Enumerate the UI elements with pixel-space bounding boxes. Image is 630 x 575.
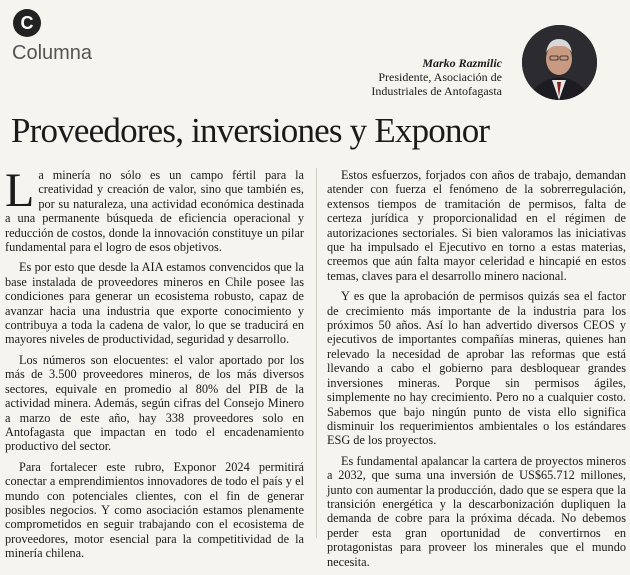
article-column-right [327,168,626,575]
article-paragraph: Estos esfuerzos, forjados con años de trabajo, demandan atender con fuerza el fenómeno de la sobrerregulación, extensos tiempos de tramitación de permisos, falta de certeza jurídica y proporcionalidad en el régimen de autorizaciones sectoriales. Si bien valoramos las iniciativas que ha impulsado el Ejecutivo en torno a estas materias, creemos que aún falta mayor celeridad e hincapié en estos temas, claves para el desarrollo minero nacional. [327,168,626,283]
column-badge: C [13,9,41,37]
author-role-line1: Presidente, Asociación de [378,70,502,84]
column-divider [316,168,317,538]
paragraph-text: a minería no sólo es un campo fértil para la creatividad y creación de valor, sino que también es, por su naturaleza, una actividad económica destinada a una permanente búsqueda de eficiencia operacional y reducción de costos, donde la innovación constituye un pilar fundamental para el logro de esos objetivos. [5,168,304,255]
article-paragraph: Para fortalecer este rubro, Exponor 2024 permitirá conectar a emprendimientos innovadores de todo el país y el mundo con potenciales clientes, con el fin de generar posibles negocios. Y como asociación estamos plenamente comprometidos en seguir trabajando con el ecosistema de proveedores, motor esencial para la competitividad de la minería chilena. [5,459,304,561]
author-photo [522,25,597,100]
article-paragraph: Es por esto que desde la AIA estamos convencidos que la base instalada de proveedores mineros en Chile posee las condiciones para generar un ecosistema robusto, capaz de avanzar hacia una industria que exporte conocimiento y contribuya a toda la cadena de valor, lo que se traducirá en mayores niveles de productividad, seguridad y desarrollo. [5,260,304,347]
article-paragraph [5,164,304,255]
author-block [371,56,502,98]
drop-cap: L [5,164,35,217]
article-paragraph: Y es que la aprobación de permisos quizás sea el factor de crecimiento más importante de la industria para los próximos 50 años. Así lo han advertido diversos CEOS y ejecutivos de importantes compañías mineras, quienes han relevado la necesidad de aprobar las reformas que está llevando a cabo el gobierno para desbloquear grandes inversiones mineras. Porque sin permisos ágiles, simplemente no hay crecimiento. Pero no a cualquier costo. Sabemos que bajo ningún punto de vista ello significa disminuir los requerimientos ambientales o los estándares ESG de los proyectos. [327,289,626,448]
author-role-line2: Industriales de Antofagasta [371,84,502,98]
author-name: Marko Razmilic [422,56,502,70]
section-label: Columna [12,42,93,64]
headline: Proveedores, inversiones y Exponor [11,111,490,150]
article-paragraph: Es fundamental apalancar la cartera de proyectos mineros a 2032, que suma una inversión de US$65.712 millones, junto con aumentar la producción, dado que se espera que la transición energética y la descarbonización dupliquen la demanda de cobre para la próxima década. No debemos perder esta gran oportunidad de convertirnos en protagonistas para proveer los minerales que el mundo necesita. [327,453,626,569]
article-column-left [5,164,304,567]
article-paragraph: Los números son elocuentes: el valor aportado por los más de 3.500 proveedores mineros, de los más diversos sectores, equivale en promedio al 80% del PIB de la actividad minera. Además, según cifras del Consejo Minero a marzo de este año, hay 338 proveedores solo en Antofagasta que impactan en todo el encadenamiento productivo del sector. [5,352,304,454]
